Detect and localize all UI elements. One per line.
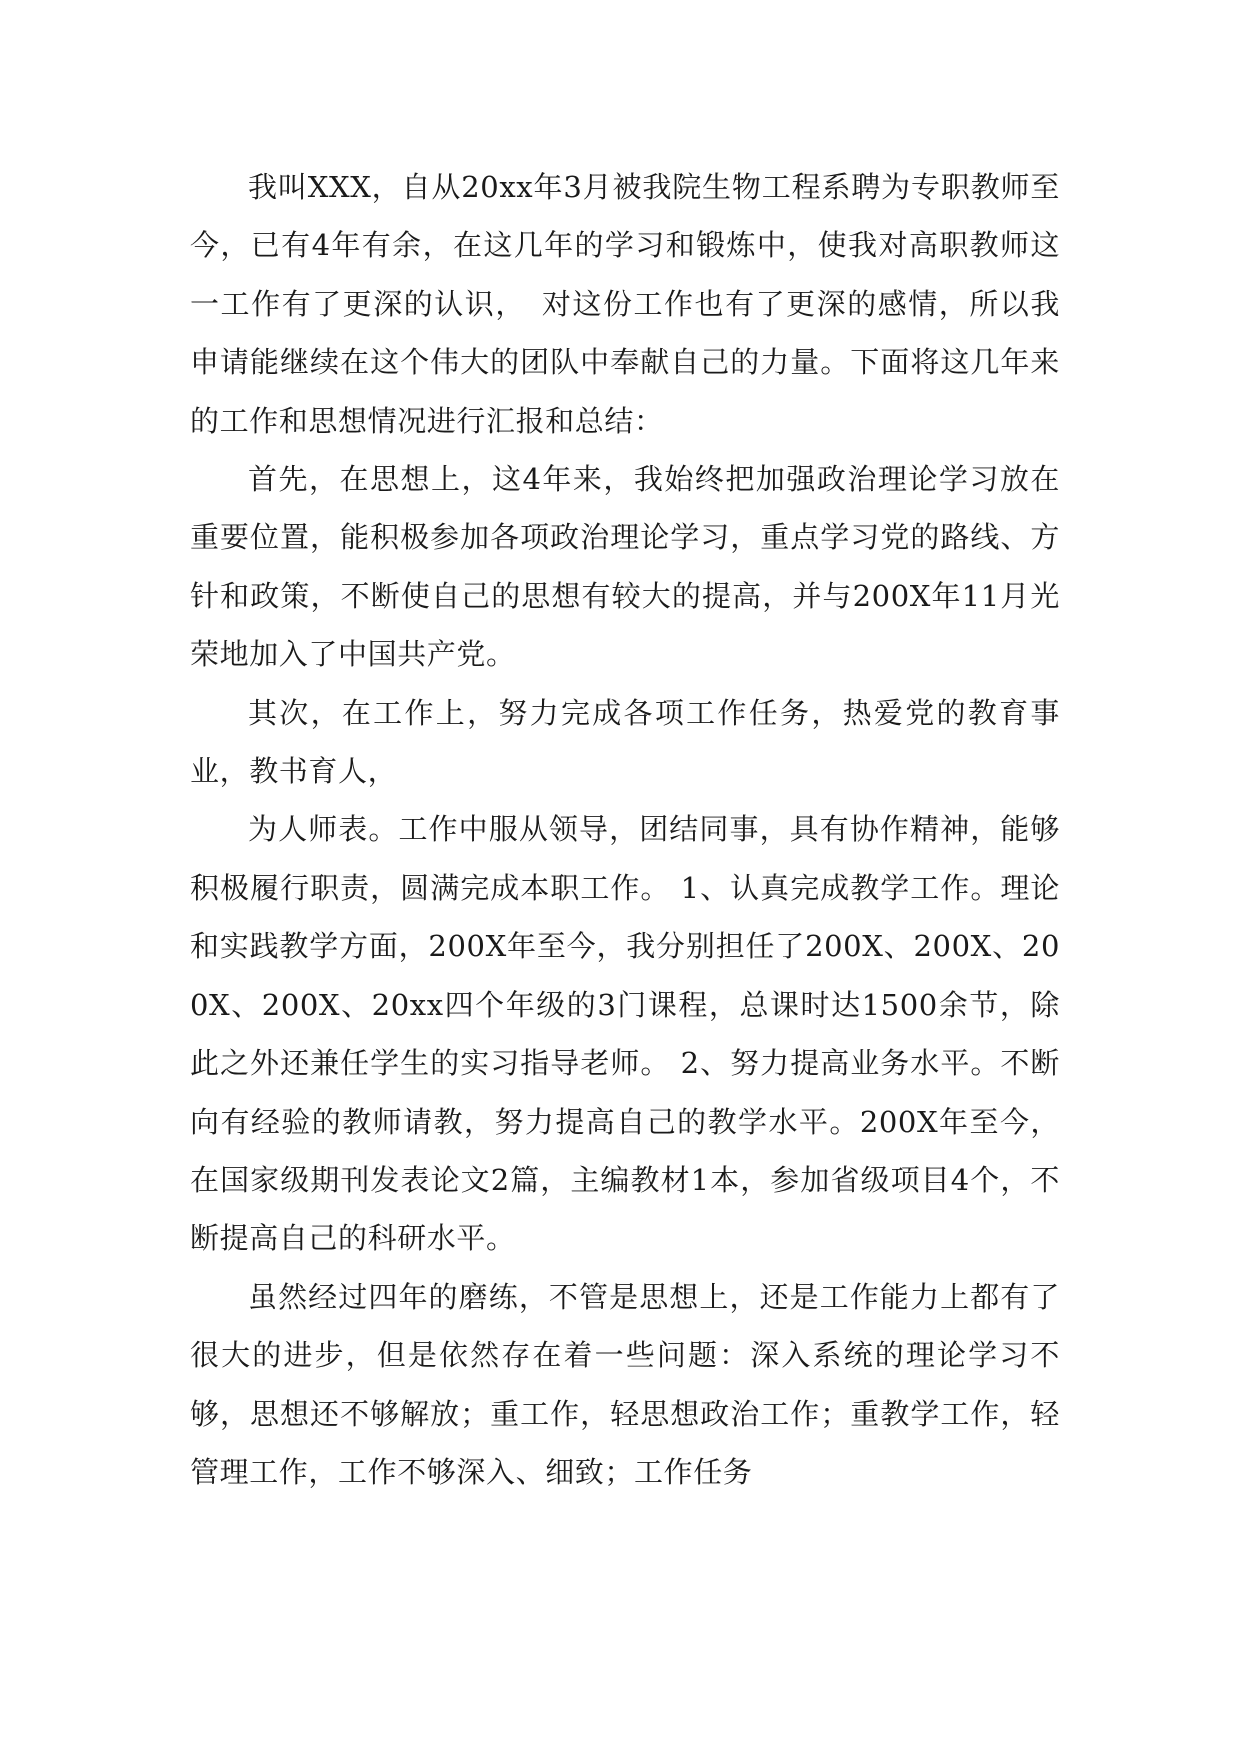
paragraph-teaching: 为人师表。工作中服从领导，团结同事，具有协作精神，能够积极履行职责，圆满完成本职工作。 1、认真完成教学工作。理论和实践教学方面，200X年至今，我分别担任了200X、200X、200X、200X、20xx四个年级的3门课程，总课时达1500余节，除此之外还兼任学生的实习指导老师。 2、努力提高业务水平。不断向有经验的教师请教，努力提高自己的教学水平。200X年至今，在国家级期刊发表论文2篇，主编教材1本，参加省级项目4个，不断提高自己的科研水平。 [190,812,1060,1256]
paragraph-ideology: 首先，在思想上，这4年来，我始终把加强政治理论学习放在重要位置，能积极参加各项政治理论学习，重点学习党的路线、方针和政策，不断使自己的思想有较大的提高，并与200X年11月光荣地加入了中国共产党。 [190,462,1060,672]
paragraph-problems: 虽然经过四年的磨练，不管是思想上，还是工作能力上都有了很大的进步，但是依然存在着一些问题：深入系统的理论学习不够，思想还不够解放；重工作，轻思想政治工作；重教学工作，轻管理工作，工作不够深入、细致；工作任务 [190,1279,1060,1489]
document-body [190,158,1060,1501]
paragraph-work: 其次，在工作上，努力完成各项工作任务，热爱党的教育事业，教书育人， [190,695,1060,789]
paragraph-intro: 我叫XXX，自从20xx年3月被我院生物工程系聘为专职教师至今，已有4年有余，在这几年的学习和锻炼中，使我对高职教师这一工作有了更深的认识， 对这份工作也有了更深的感情，所以我申请能继续在这个伟大的团队中奉献自己的力量。下面将这几年来的工作和思想情况进行汇报和总结： [190,170,1060,438]
